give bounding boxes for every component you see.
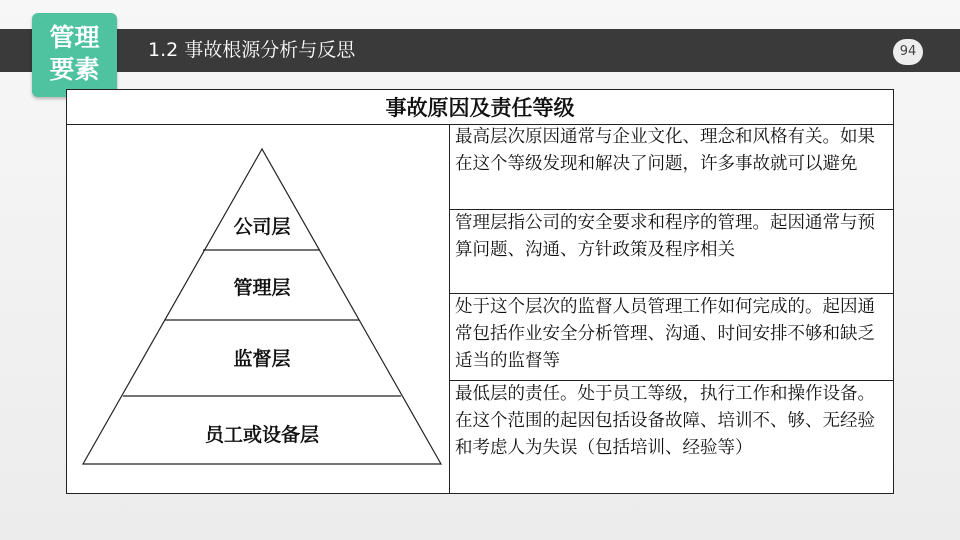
level-label-company: 公司层 [233, 216, 291, 238]
pyramid-outline [83, 149, 441, 464]
header-bar [0, 29, 960, 72]
description-company: 最高层次原因通常与企业文化、理念和风格有关。如果在这个等级发现和解决了问题，许多事故就可以避免 [450, 124, 893, 210]
page-number: 94 [893, 39, 923, 65]
badge-line-1: 管理 [49, 23, 100, 52]
description-employee: 最低层的责任。处于员工等级，执行工作和操作设备。在这个范围的起因包括设备故障、培训不、够、无经验和考虑人为失误（包括培训、经验等） [455, 384, 875, 458]
description-supervision: 处于这个层次的监督人员管理工作如何完成的。起因通常包括作业安全分析管理、沟通、时间安排不够和缺乏适当的监督等 [450, 294, 893, 381]
level-label-employee: 员工或设备层 [204, 424, 320, 446]
level-label-management: 管理层 [233, 277, 291, 299]
description-management: 管理层指公司的安全要求和程序的管理。起因通常与预算问题、沟通、方针政策及程序相关 [450, 210, 893, 294]
section-title: 1.2 事故根源分析与反思 [148, 39, 356, 61]
table-title: 事故原因及责任等级 [67, 90, 893, 125]
badge-line-2: 要素 [49, 55, 100, 84]
level-label-supervision: 监督层 [233, 348, 291, 370]
responsibility-table [66, 89, 894, 494]
section-badge [32, 13, 117, 97]
